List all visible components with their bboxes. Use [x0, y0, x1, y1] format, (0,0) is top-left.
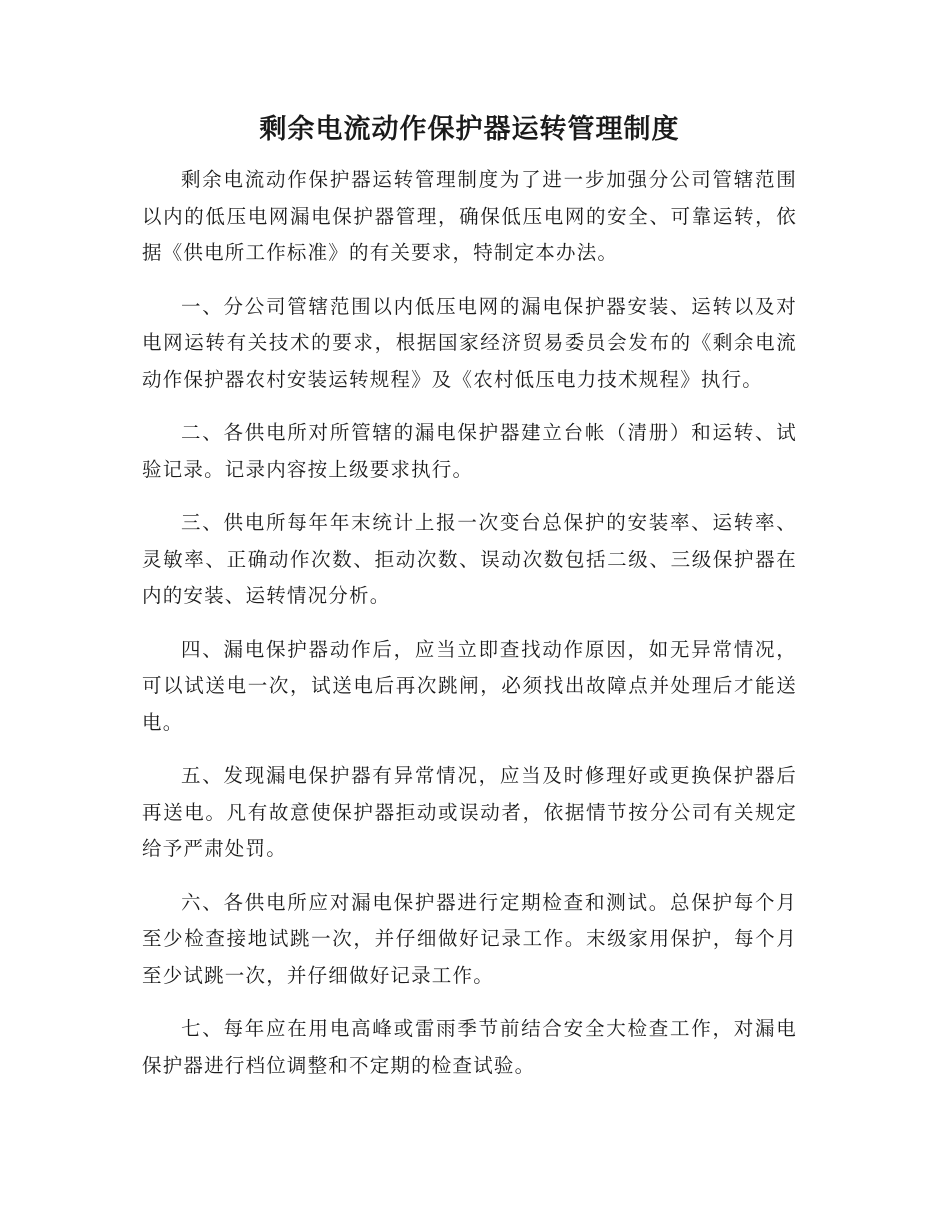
document-page	[142, 108, 797, 1101]
paragraph-intro: 剩余电流动作保护器运转管理制度为了进一步加强分公司管辖范围以内的低压电网漏电保护器管理，确保低压电网的安全、可靠运转，依据《供电所工作标准》的有关要求，特制定本办法。	[142, 168, 797, 264]
paragraph-1: 一、分公司管辖范围以内低压电网的漏电保护器安装、运转以及对电网运转有关技术的要求，根据国家经济贸易委员会发布的《剩余电流动作保护器农村安装运转规程》及《农村低压电力技术规程》执行。	[142, 294, 797, 391]
document-title: 剩余电流动作保护器运转管理制度	[259, 114, 680, 145]
paragraph-2: 二、各供电所对所管辖的漏电保护器建立台帐（清册）和运转、试验记录。记录内容按上级要求执行。	[142, 421, 797, 481]
paragraph-7: 七、每年应在用电高峰或雷雨季节前结合安全大检查工作，对漏电保护器进行档位调整和不定期的检查试验。	[142, 1017, 797, 1077]
paragraph-6: 六、各供电所应对漏电保护器进行定期检查和测试。总保护每个月至少检查接地试跳一次，并仔细做好记录工作。末级家用保护，每个月至少试跳一次，并仔细做好记录工作。	[142, 890, 797, 987]
paragraph-3: 三、供电所每年年末统计上报一次变台总保护的安装率、运转率、灵敏率、正确动作次数、拒动次数、误动次数包括二级、三级保护器在内的安装、运转情况分析。	[142, 511, 797, 607]
paragraph-4: 四、漏电保护器动作后，应当立即查找动作原因，如无异常情况，可以试送电一次，试送电后再次跳闸，必须找出故障点并处理后才能送电。	[142, 637, 797, 734]
paragraph-5: 五、发现漏电保护器有异常情况，应当及时修理好或更换保护器后再送电。凡有故意使保护器拒动或误动者，依据情节按分公司有关规定给予严肃处罚。	[142, 764, 797, 860]
